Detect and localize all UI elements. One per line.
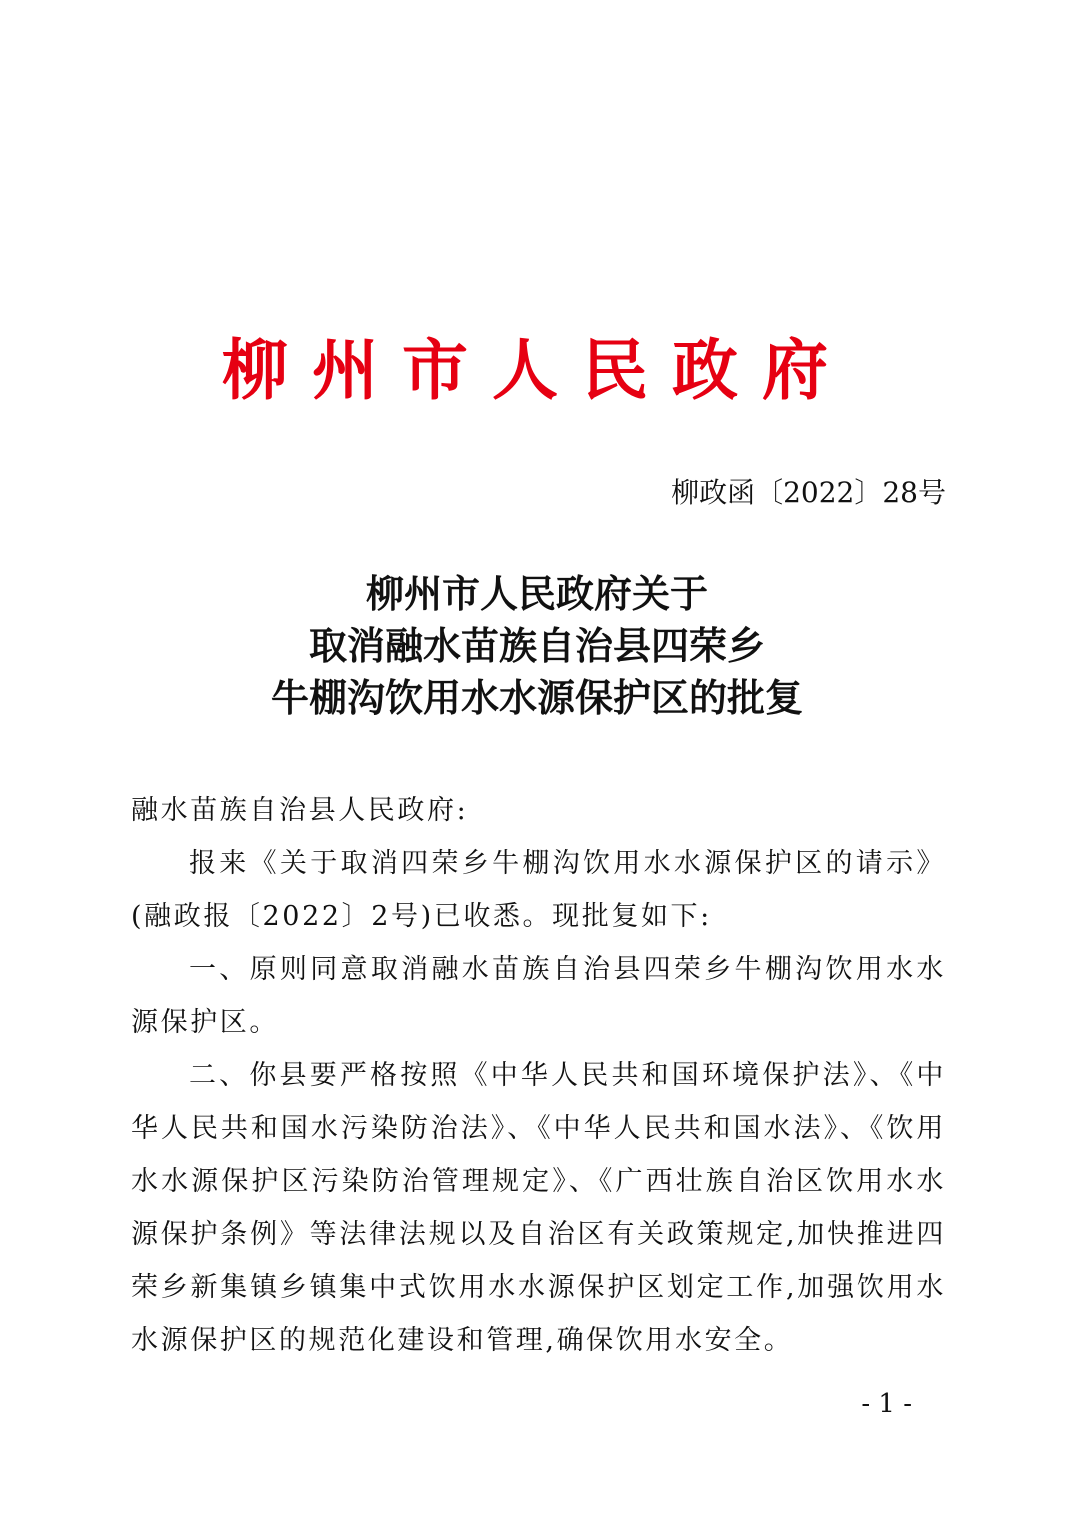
body-paragraph-1: 报来《关于取消四荣乡牛棚沟饮用水水源保护区的请示》(融政报〔2022〕2号)已收悉。现批复如下: xyxy=(131,848,946,932)
addressee: 融水苗族自治县人民政府: xyxy=(131,795,469,826)
body-paragraph-2: 一、原则同意取消融水苗族自治县四荣乡牛棚沟饮用水水源保护区。 xyxy=(131,954,946,1038)
title-line-2: 取消融水苗族自治县四荣乡 xyxy=(308,623,765,668)
title-line-1: 柳州市人民政府关于 xyxy=(365,571,708,616)
document-title xyxy=(0,568,1074,724)
body-paragraph-3: 二、你县要严格按照《中华人民共和国环境保护法》、《中华人民共和国水污染防治法》、《中华人民共和国水法》、《饮用水水源保护区污染防治管理规定》、《广西壮族自治区饮用水水源保护条例》等法律法规以及自治区有关政策规定,加快推进四荣乡新集镇乡镇集中式饮用水水源保护区划定工作,加强饮用水水源保护区的规范化建设和管理,确保饮用水安全。 xyxy=(131,1060,946,1356)
document-number: 柳政函〔2022〕28号 xyxy=(671,476,946,509)
document-body xyxy=(131,784,946,1367)
page-number: - 1 - xyxy=(861,1389,912,1419)
title-line-3: 牛棚沟饮用水水源保护区的批复 xyxy=(270,675,803,720)
issuer-masthead: 柳州市人民政府 xyxy=(222,331,852,409)
